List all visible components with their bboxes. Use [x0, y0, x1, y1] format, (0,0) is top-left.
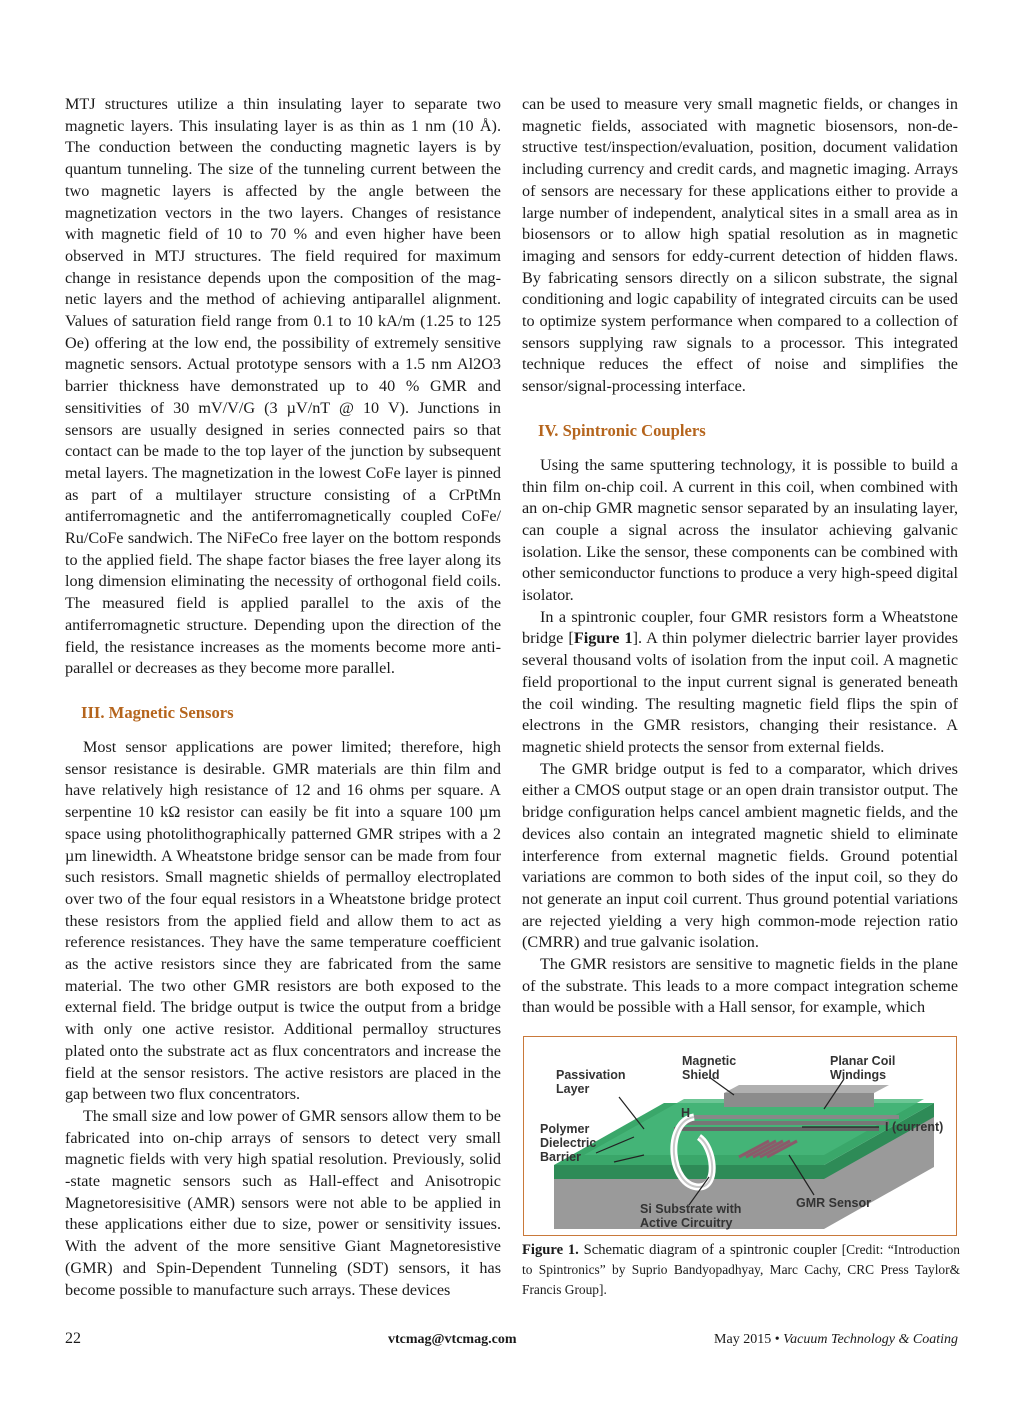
caption-text: Schematic diagram of a spintronic coupler [578, 1242, 842, 1258]
figure-reference-link[interactable]: Figure 1 [573, 629, 633, 648]
magazine-title: Vacuum Technology & Coating [783, 1332, 958, 1347]
label-planar-coil: Planar Coil [830, 1054, 896, 1068]
paragraph-text: ]. A thin polymer dielectric barrier layer provides several thousand volts of isolation from the input coil. A magnetic field proportional to the input current signal is generated beneath the coil winding. The resulting magnetic field flips the spin of electrons in the GMR resistors, changing their resistance. A magnetic shield protects the sensor from external fields. [522, 629, 958, 756]
magnetic-shield-top [724, 1085, 889, 1093]
body-paragraph: The GMR bridge output is fed to a comparator, which drives either a CMOS output stage or an open drain transistor output. The bridge configuration helps cancel ambient magnetic fields, and the devices also contain an integrated magnetic shield to eliminate interference from external magnetic fields. Ground potential variations are common to both sides of the input coil, so they do not generate an input coil current. Thus ground potential variations are rejected yielding a very high common-mode rejection ratio (CMRR) and true galvanic isolation. [522, 759, 958, 952]
paragraph-text: In a spintronic coupler, four GMR resistors form a Wheatstone bridge [ [522, 607, 958, 648]
body-paragraph [522, 607, 958, 759]
spintronic-coupler-schematic [524, 1037, 955, 1234]
label-polymer-barrier: Polymer [540, 1122, 590, 1136]
label-h-field: H [681, 1106, 691, 1120]
caption-label: Figure 1. [522, 1242, 579, 1258]
label-gmr-sensor: GMR Sensor [796, 1196, 872, 1210]
label-current: I (current) [885, 1120, 944, 1134]
body-paragraph: MTJ structures utilize a thin insulating layer to separate two magnetic layers. This insulating layer is as thin as 1 nm (10 Å). The conduction between the conducting magnetic layers is by quantum tunneling. The size of the tunneling current between the two magnetic layers is affected by the angle between the magnetization vectors in the two layers. Changes of resistance with magnetic field of 10 to 70 % and even higher have been observed in MTJ structures. The field required for maximum change in resistance depends upon the composition of the magnetic layers and the method of achieving antiparallel alignment. Values of saturation field range from 0.1 to 10 kA/m (1.25 to 125 Oe) offering at the low end, the possibility of extremely sensitive magnetic sensors. Actual prototype sensors with a 1.5 nm Al2O3 barrier thickness have demonstrated up to 40 % GMR and sensitivities of 30 mV/V/G (3 µV/nT @ 10 V). Junctions in sensors are usually designed in series connected pairs so that contact can be made to the top layer of the junction by subsequent metal layers. The magnetization in the lowest CoFe layer is pinned as part of a multilayer structure consisting of a CrPtMn antiferromagnetic and the antiferromagnetically coupled CoFe/ Ru/CoFe sandwich. The NiFeCo free layer on the bottom responds to the applied field. The shape factor biases the free layer along its long dimension eliminating the necessity of orthogonal field coils. The measured field is applied parallel to the axis of the antiferromagnetic structure. Depending upon the direction of the field, the resistance increases as the moments become more anti-parallel or decreases as they become more parallel. [65, 95, 501, 678]
left-column [65, 94, 501, 1301]
caption-credit: [Credit: “Introduction to Spintronics” by Suprio Bandyopadhyay, Marc Cachy, CRC Press Taylor& Francis Group]. [522, 1242, 960, 1297]
label-si-substrate: Active Circuitry [640, 1216, 733, 1230]
label-passivation: Passivation [556, 1068, 626, 1082]
body-paragraph: The small size and low power of GMR sensors allow them to be fabricated into on-chip arrays of sensors to detect very small magnetic fields with very high spatial resolution. Previously, solid -state magnetic sensors such as Hall-effect and Anisotropic Magnetoresisitive (AMR) sensors were not able to be applied in these applications either due to size, power or sensitivity issues. With the advent of the more sensitive Giant Magnetoresistive (GMR) and Spin-Dependent Tunneling (SDT) sensors, it has become possible to manufacture such arrays. These devices [65, 1106, 501, 1299]
figure-caption [522, 1240, 960, 1300]
footer-email-link[interactable]: vtcmag@vtcmag.com [388, 1332, 517, 1347]
label-si-substrate: Si Substrate with [640, 1202, 742, 1216]
label-passivation: Layer [556, 1082, 590, 1096]
label-planar-coil: Windings [830, 1068, 887, 1082]
label-polymer-barrier: Dielectric [540, 1136, 597, 1150]
footer-bullet: • [774, 1332, 780, 1347]
figure-1-diagram [523, 1036, 957, 1236]
label-polymer-barrier: Barrier [540, 1150, 581, 1164]
issue-date: May 2015 [714, 1332, 772, 1347]
footer-issue-info [714, 1332, 958, 1348]
magnetic-shield [724, 1093, 874, 1107]
body-paragraph: Using the same sputtering technology, it is possible to build a thin film on-chip coil. A current in this coil, when combined with an on-chip GMR magnetic sensor separated by an insulating layer, can couple a signal across the insulator achieving galvanic isolation. Like the sensor, these components can be combined with other semiconductor functions to produce a very high-speed digital isolator. [522, 455, 958, 605]
section-heading-spintronic-couplers: IV. Spintronic Couplers [538, 420, 706, 440]
body-paragraph: can be used to measure very small magnetic fields, or changes in magnetic fields, associated with magnetic biosensors, non-destructive test/inspection/evaluation, position, document validation including currency and credit cards, and magnetic imaging. Arrays of sensors are necessary for these applications either to provide a large number of independent, analytical sites in a small area as in biosensors or to allow high spatial resolution as in magnetic imaging and sensors for eddy-current detection of hidden flaws. By fabricating sensors directly on a silicon substrate, the signal conditioning and logic capability of integrated circuits can be used to optimize system performance when compared to a collection of sensors supplying raw signals to a processor. This integrated technique reduces the effect of noise and simplifies the sensor/signal-processing interface. [522, 95, 958, 396]
section-heading-magnetic-sensors: III. Magnetic Sensors [81, 702, 234, 722]
right-column [522, 94, 958, 1019]
body-paragraph: Most sensor applications are power limited; therefore, high sensor resistance is desirable. GMR materials are thin film and have relatively high resistance of 12 and 16 ohms per square. A serpentine 10 kΩ resistor can easily be fit into a square 100 µm space using photolithographically patterned GMR stripes with a 2 µm linewidth. A Wheatstone bridge sensor can be made from four such resistors. Small magnetic shields of permalloy electroplated over two of the four equal resistors in a Wheatstone bridge protect these resistors from the applied field and allow them to act as reference resistances. They have the same temperature coefficient as the active resistors since they are fabricated from the same material. The two other GMR resistors are both exposed to the external field. The bridge output is twice the output from a bridge with only one active resistor. Additional permalloy structures plated onto the substrate act as flux concentrators and increase the field at the sensor resistors. The active resistors are placed in the gap between two flux concentrators. [65, 737, 501, 1104]
label-magnetic-shield: Shield [682, 1068, 720, 1082]
body-paragraph: The GMR resistors are sensitive to magnetic fields in the plane of the substrate. This leads to a more compact integration scheme than would be possible with a Hall sensor, for example, which [522, 955, 958, 1017]
label-magnetic-shield: Magnetic [682, 1054, 737, 1068]
page-number: 22 [65, 1330, 81, 1347]
